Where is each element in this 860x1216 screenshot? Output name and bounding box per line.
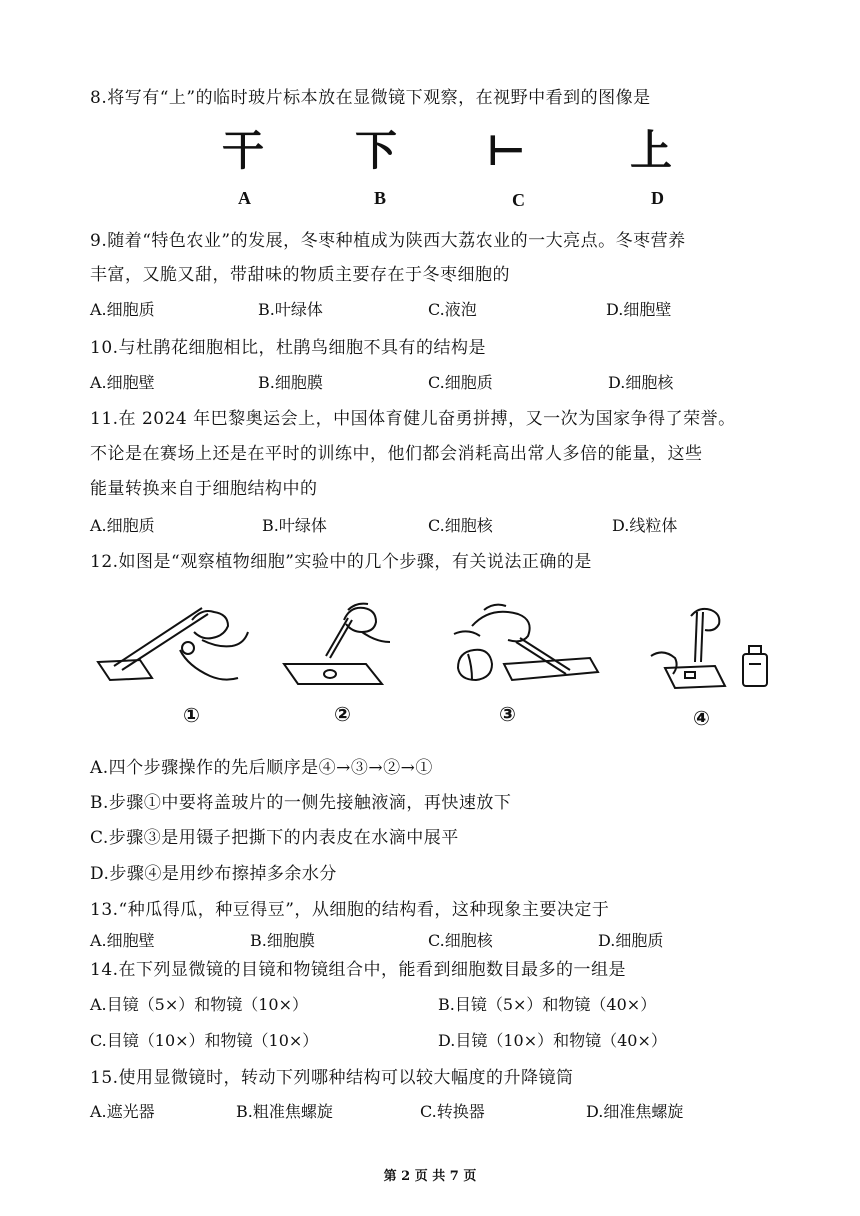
q8-letter-c: C bbox=[512, 190, 525, 210]
q13-option-c: C.细胞核 bbox=[428, 931, 493, 950]
q15-option-a: A.遮光器 bbox=[90, 1102, 155, 1121]
q10-option-a: A.细胞壁 bbox=[90, 373, 155, 392]
q9-option-a: A.细胞质 bbox=[90, 300, 155, 319]
step1-illustration bbox=[92, 600, 252, 690]
q15-option-c: C.转换器 bbox=[420, 1102, 485, 1121]
q10-option-c: C.细胞质 bbox=[428, 373, 493, 392]
q13-stem: 13.“种瓜得瓜，种豆得豆”，从细胞的结构看，这种现象主要决定于 bbox=[90, 900, 610, 920]
q15-option-b: B.粗准焦螺旋 bbox=[236, 1102, 333, 1121]
step4-label: ④ bbox=[693, 706, 710, 730]
step3-illustration bbox=[450, 598, 602, 692]
q8-image-c: ⊢ bbox=[487, 126, 526, 175]
step4-illustration bbox=[645, 606, 775, 698]
q9-option-c: C.液泡 bbox=[428, 300, 477, 319]
q15-option-d: D.细准焦螺旋 bbox=[586, 1102, 684, 1121]
q14-option-d: D.目镜（10×）和物镜（40×） bbox=[438, 1031, 667, 1050]
q10-stem: 10.与杜鹃花细胞相比，杜鹃鸟细胞不具有的结构是 bbox=[90, 338, 487, 358]
q13-option-a: A.细胞壁 bbox=[90, 931, 155, 950]
q8-letter-d: D bbox=[651, 188, 664, 208]
q11-option-c: C.细胞核 bbox=[428, 516, 493, 535]
q8-letter-b: B bbox=[374, 188, 387, 208]
q10-option-d: D.细胞核 bbox=[608, 373, 674, 392]
q11-stem-line2: 不论是在赛场上还是在平时的训练中，他们都会消耗高出常人多倍的能量，这些 bbox=[90, 444, 703, 464]
q11-option-b: B.叶绿体 bbox=[262, 516, 327, 535]
q12-option-c: C.步骤③是用镊子把撕下的内表皮在水滴中展平 bbox=[90, 828, 459, 848]
q8-image-a: 干 bbox=[222, 126, 265, 175]
page-footer: 第 2 页 共 7 页 bbox=[383, 1169, 477, 1184]
step2-label: ② bbox=[334, 702, 351, 726]
q9-option-d: D.细胞壁 bbox=[606, 300, 672, 319]
q10-option-b: B.细胞膜 bbox=[258, 373, 323, 392]
q9-stem-line2: 丰富，又脆又甜，带甜味的物质主要存在于冬枣细胞的 bbox=[90, 265, 510, 285]
q14-option-c: C.目镜（10×）和物镜（10×） bbox=[90, 1031, 319, 1050]
step1-label: ① bbox=[183, 703, 200, 727]
q14-option-a: A.目镜（5×）和物镜（10×） bbox=[90, 995, 308, 1014]
q9-stem-line1: 9.随着“特色农业”的发展，冬枣种植成为陕西大荔农业的一大亮点。冬枣营养 bbox=[90, 231, 686, 251]
q13-option-d: D.细胞质 bbox=[598, 931, 664, 950]
q8-letter-a: A bbox=[238, 188, 251, 208]
q12-stem: 12.如图是“观察植物细胞”实验中的几个步骤，有关说法正确的是 bbox=[90, 552, 592, 572]
q9-option-b: B.叶绿体 bbox=[258, 300, 323, 319]
q14-stem: 14.在下列显微镜的目镜和物镜组合中，能看到细胞数目最多的一组是 bbox=[90, 960, 627, 980]
q12-option-a: A.四个步骤操作的先后顺序是④→③→②→① bbox=[90, 758, 433, 778]
step3-label: ③ bbox=[499, 702, 516, 726]
q13-option-b: B.细胞膜 bbox=[250, 931, 315, 950]
q8-stem: 8.将写有“上”的临时玻片标本放在显微镜下观察，在视野中看到的图像是 bbox=[90, 88, 651, 108]
q11-option-a: A.细胞质 bbox=[90, 516, 155, 535]
q12-option-d: D.步骤④是用纱布擦掉多余水分 bbox=[90, 864, 337, 884]
q12-option-b: B.步骤①中要将盖玻片的一侧先接触液滴，再快速放下 bbox=[90, 793, 512, 813]
q11-stem-line1: 11.在 2024 年巴黎奥运会上，中国体育健儿奋勇拼搏，又一次为国家争得了荣誉。 bbox=[90, 409, 736, 429]
q8-image-b: 下 bbox=[355, 126, 398, 175]
q11-stem-line3: 能量转换来自于细胞结构中的 bbox=[90, 479, 318, 499]
q14-option-b: B.目镜（5×）和物镜（40×） bbox=[438, 995, 657, 1014]
q8-image-d: 上 bbox=[630, 126, 673, 175]
q15-stem: 15.使用显微镜时，转动下列哪种结构可以较大幅度的升降镜筒 bbox=[90, 1068, 574, 1088]
step2-illustration bbox=[278, 598, 398, 694]
q11-option-d: D.线粒体 bbox=[612, 516, 678, 535]
